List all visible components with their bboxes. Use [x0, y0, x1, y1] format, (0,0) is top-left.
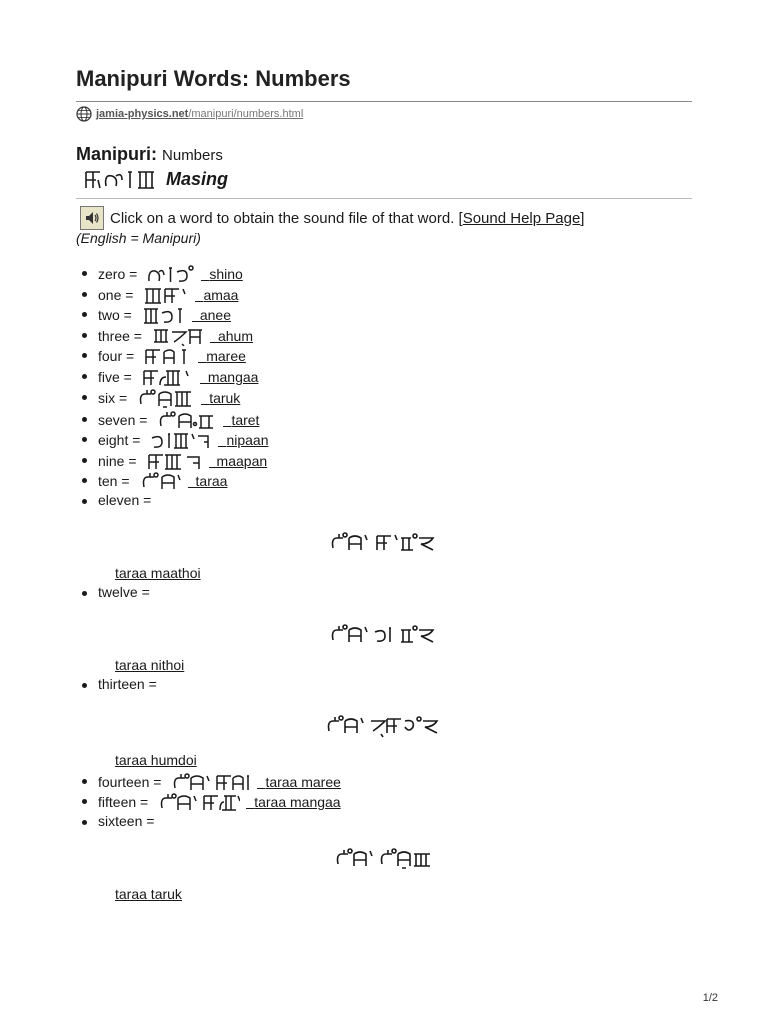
legend-note: (English = Manipuri) [76, 230, 201, 246]
list-item [98, 584, 150, 600]
help-close: ] [580, 209, 585, 227]
bullet [82, 820, 87, 825]
source-url[interactable] [76, 106, 303, 122]
bullet [82, 271, 87, 276]
list-item [98, 305, 231, 325]
transliteration-link[interactable]: maree [196, 348, 246, 364]
transliteration-link[interactable]: taret [221, 412, 259, 428]
url-domain[interactable]: jamia-physics.net [96, 108, 189, 120]
transliteration-link[interactable]: anee [190, 307, 231, 323]
bullet [82, 333, 87, 338]
meitei-word-glyphs [142, 305, 186, 325]
english-word: fourteen = [98, 774, 162, 790]
english-word: five = [98, 369, 132, 385]
list-item [98, 813, 154, 829]
english-word: sixteen = [98, 813, 155, 829]
transliteration-link[interactable]: taraa taruk [115, 886, 182, 902]
transliteration-link[interactable]: ahum [208, 328, 253, 344]
meitei-word-glyphs [147, 451, 203, 471]
meitei-word-glyphs [157, 410, 217, 430]
meitei-word-glyphs [143, 285, 189, 305]
english-word: six = [98, 390, 128, 406]
list-item [98, 388, 240, 408]
meitei-script-glyphs [84, 168, 158, 190]
heading-label: Manipuri: [76, 144, 157, 164]
list-item [98, 772, 341, 792]
meitei-word-glyphs [171, 772, 251, 792]
transliteration-link[interactable]: taraa maathoi [115, 565, 201, 581]
bullet [82, 417, 87, 422]
english-word: zero = [98, 266, 138, 282]
transliteration-link[interactable]: taraa nithoi [115, 657, 185, 673]
list-item [98, 346, 246, 366]
bullet [82, 312, 87, 317]
page-number: 1/2 [702, 992, 718, 1004]
list-item [98, 410, 259, 430]
meitei-phrase-glyphs [329, 530, 439, 554]
list-item [98, 676, 157, 692]
script-name: Masing [166, 168, 229, 189]
english-word: one = [98, 287, 134, 303]
english-word: fifteen = [98, 794, 149, 810]
meitei-word-glyphs [142, 367, 194, 387]
meitei-word-glyphs [147, 264, 195, 284]
english-word: ten = [98, 473, 130, 489]
bullet [82, 478, 87, 483]
list-item [98, 430, 268, 450]
sound-help-row [80, 206, 584, 230]
transliteration-link[interactable]: shino [199, 266, 242, 282]
transliteration-link[interactable]: taraa humdoi [115, 752, 197, 768]
heading-subtitle: Numbers [162, 147, 223, 164]
english-word: eight = [98, 432, 141, 448]
meitei-word-glyphs [158, 792, 240, 812]
meitei-word-glyphs [150, 430, 212, 450]
meitei-phrase-eleven [76, 530, 692, 554]
bullet [82, 374, 87, 379]
list-item [98, 326, 253, 346]
transliteration-link[interactable]: taruk [199, 390, 240, 406]
bullet [82, 437, 87, 442]
globe-icon [76, 106, 92, 122]
meitei-phrase-glyphs [325, 713, 443, 739]
bullet [82, 683, 87, 688]
speaker-icon[interactable] [80, 206, 104, 230]
meitei-word-glyphs [137, 388, 195, 408]
english-word: four = [98, 348, 135, 364]
script-name-row [84, 168, 228, 190]
title-divider [76, 101, 692, 102]
bullet [82, 779, 87, 784]
list-item [98, 792, 341, 812]
bullet [82, 353, 87, 358]
english-word: eleven = [98, 492, 152, 508]
list-item [98, 367, 258, 387]
sound-help-link[interactable]: Sound Help Page [462, 209, 581, 227]
list-item [98, 492, 151, 508]
section-heading [76, 144, 223, 165]
list-item [98, 451, 267, 471]
english-word: nine = [98, 453, 137, 469]
english-word: thirteen = [98, 676, 157, 692]
help-text: Click on a word to obtain the sound file of that word. [ [110, 209, 463, 227]
meitei-phrase-twelve [76, 622, 692, 646]
bullet [82, 591, 87, 596]
transliteration-link[interactable]: taraa [186, 473, 228, 489]
meitei-word-glyphs [152, 326, 204, 346]
bullet [82, 395, 87, 400]
meitei-phrase-sixteen [76, 846, 692, 872]
transliteration-link[interactable]: mangaa [198, 369, 259, 385]
bullet [82, 458, 87, 463]
bullet [82, 499, 87, 504]
meitei-phrase-thirteen [76, 713, 692, 739]
bullet [82, 799, 87, 804]
section-divider [76, 198, 692, 199]
list-item [98, 264, 243, 284]
english-word: three = [98, 328, 142, 344]
list-item [98, 285, 238, 305]
meitei-word-glyphs [144, 346, 192, 366]
transliteration-link[interactable]: taraa maree [255, 774, 340, 790]
page-title: Manipuri Words: Numbers [76, 66, 351, 91]
meitei-phrase-glyphs [334, 846, 434, 872]
english-word: seven = [98, 412, 148, 428]
list-item [98, 471, 227, 491]
url-path[interactable]: /manipuri/numbers.html [188, 108, 304, 120]
meitei-phrase-glyphs [329, 622, 439, 646]
english-word: two = [98, 307, 132, 323]
transliteration-link[interactable]: maapan [207, 453, 268, 469]
bullet [82, 292, 87, 297]
transliteration-link[interactable]: amaa [193, 287, 238, 303]
english-word: twelve = [98, 584, 150, 600]
transliteration-link[interactable]: nipaan [216, 432, 268, 448]
meitei-word-glyphs [140, 471, 182, 491]
transliteration-link[interactable]: taraa mangaa [244, 794, 340, 810]
